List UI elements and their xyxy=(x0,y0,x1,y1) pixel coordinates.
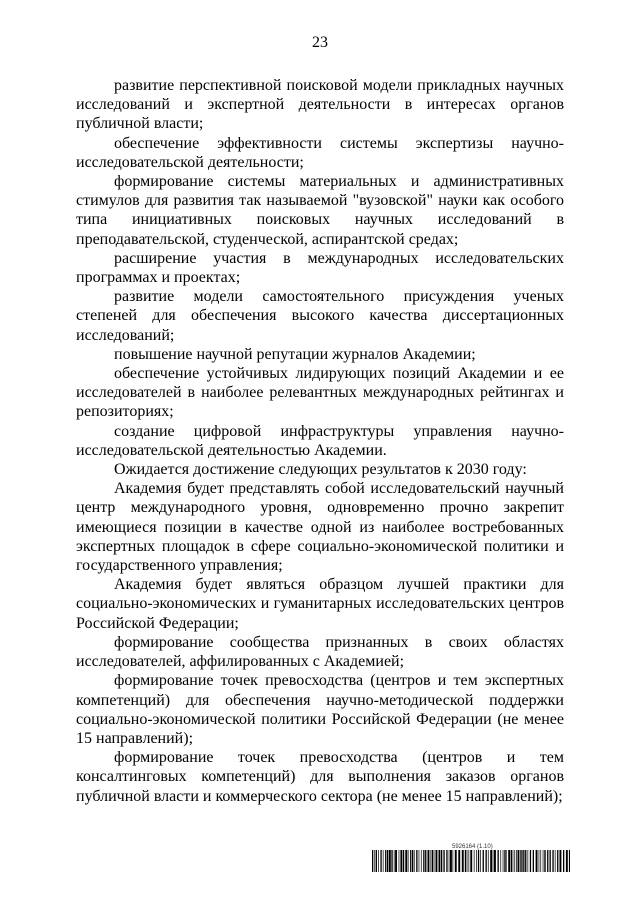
paragraph: Академия будет являться образцом лучшей практики для социально-экономических и гуманитарных исследовательских центров Российской Федерации; xyxy=(76,576,564,632)
paragraph: расширение участия в международных исследовательских программах и проектах; xyxy=(76,249,564,287)
paragraph: формирование точек превосходства (центров и тем консалтинговых компетенций) для выполнения заказов органов публичной власти и коммерческого сектора (не менее 15 направлений); xyxy=(76,749,564,805)
barcode xyxy=(372,850,570,872)
paragraph: обеспечение эффективности системы экспертизы научно-исследовательской деятельности; xyxy=(76,134,564,171)
paragraph: Ожидается достижение следующих результатов к 2030 году: xyxy=(114,461,527,479)
document-body xyxy=(76,76,564,806)
paragraph: формирование сообщества признанных в своих областях исследователей, аффилированных с Академией; xyxy=(76,633,564,671)
paragraph: Академия будет представлять собой исследовательский научный центр международного уровня, одновременно прочно закрепит имеющиеся позиции в качестве одной из наиболее востребованных экспертных площадок в сфере социально-экономической политики и государственного управления; xyxy=(76,480,564,575)
paragraph: формирование точек превосходства (центров и тем экспертных компетенций) для обеспечения научно-методической поддержки социально-экономической политики Российской Федерации (не менее 15 направлений); xyxy=(76,672,564,747)
paragraph: обеспечение устойчивых лидирующих позиций Академии и ее исследователей в наиболее релевантных международных рейтингах и репозиториях; xyxy=(76,365,564,421)
paragraph: развитие модели самостоятельного присуждения ученых степеней для обеспечения высокого качества диссертационных исследований; xyxy=(76,288,564,344)
paragraph: повышение научной репутации журналов Академии; xyxy=(114,345,476,363)
paragraph: создание цифровой инфраструктуры управления научно-исследовательской деятельностью Академии. xyxy=(76,422,564,459)
document-code: 5926164 (1.10) xyxy=(452,844,493,850)
paragraph: развитие перспективной поисковой модели прикладных научных исследований и экспертной деятельности в интересах органов публичной власти; xyxy=(76,77,564,133)
page-number: 23 xyxy=(312,34,328,51)
paragraph: формирование системы материальных и административных стимулов для развития так называемой "вузовской" науки как особого типа инициативных поисковых научных исследований в преподавательской, студенческой, аспирантской средах; xyxy=(76,173,564,248)
